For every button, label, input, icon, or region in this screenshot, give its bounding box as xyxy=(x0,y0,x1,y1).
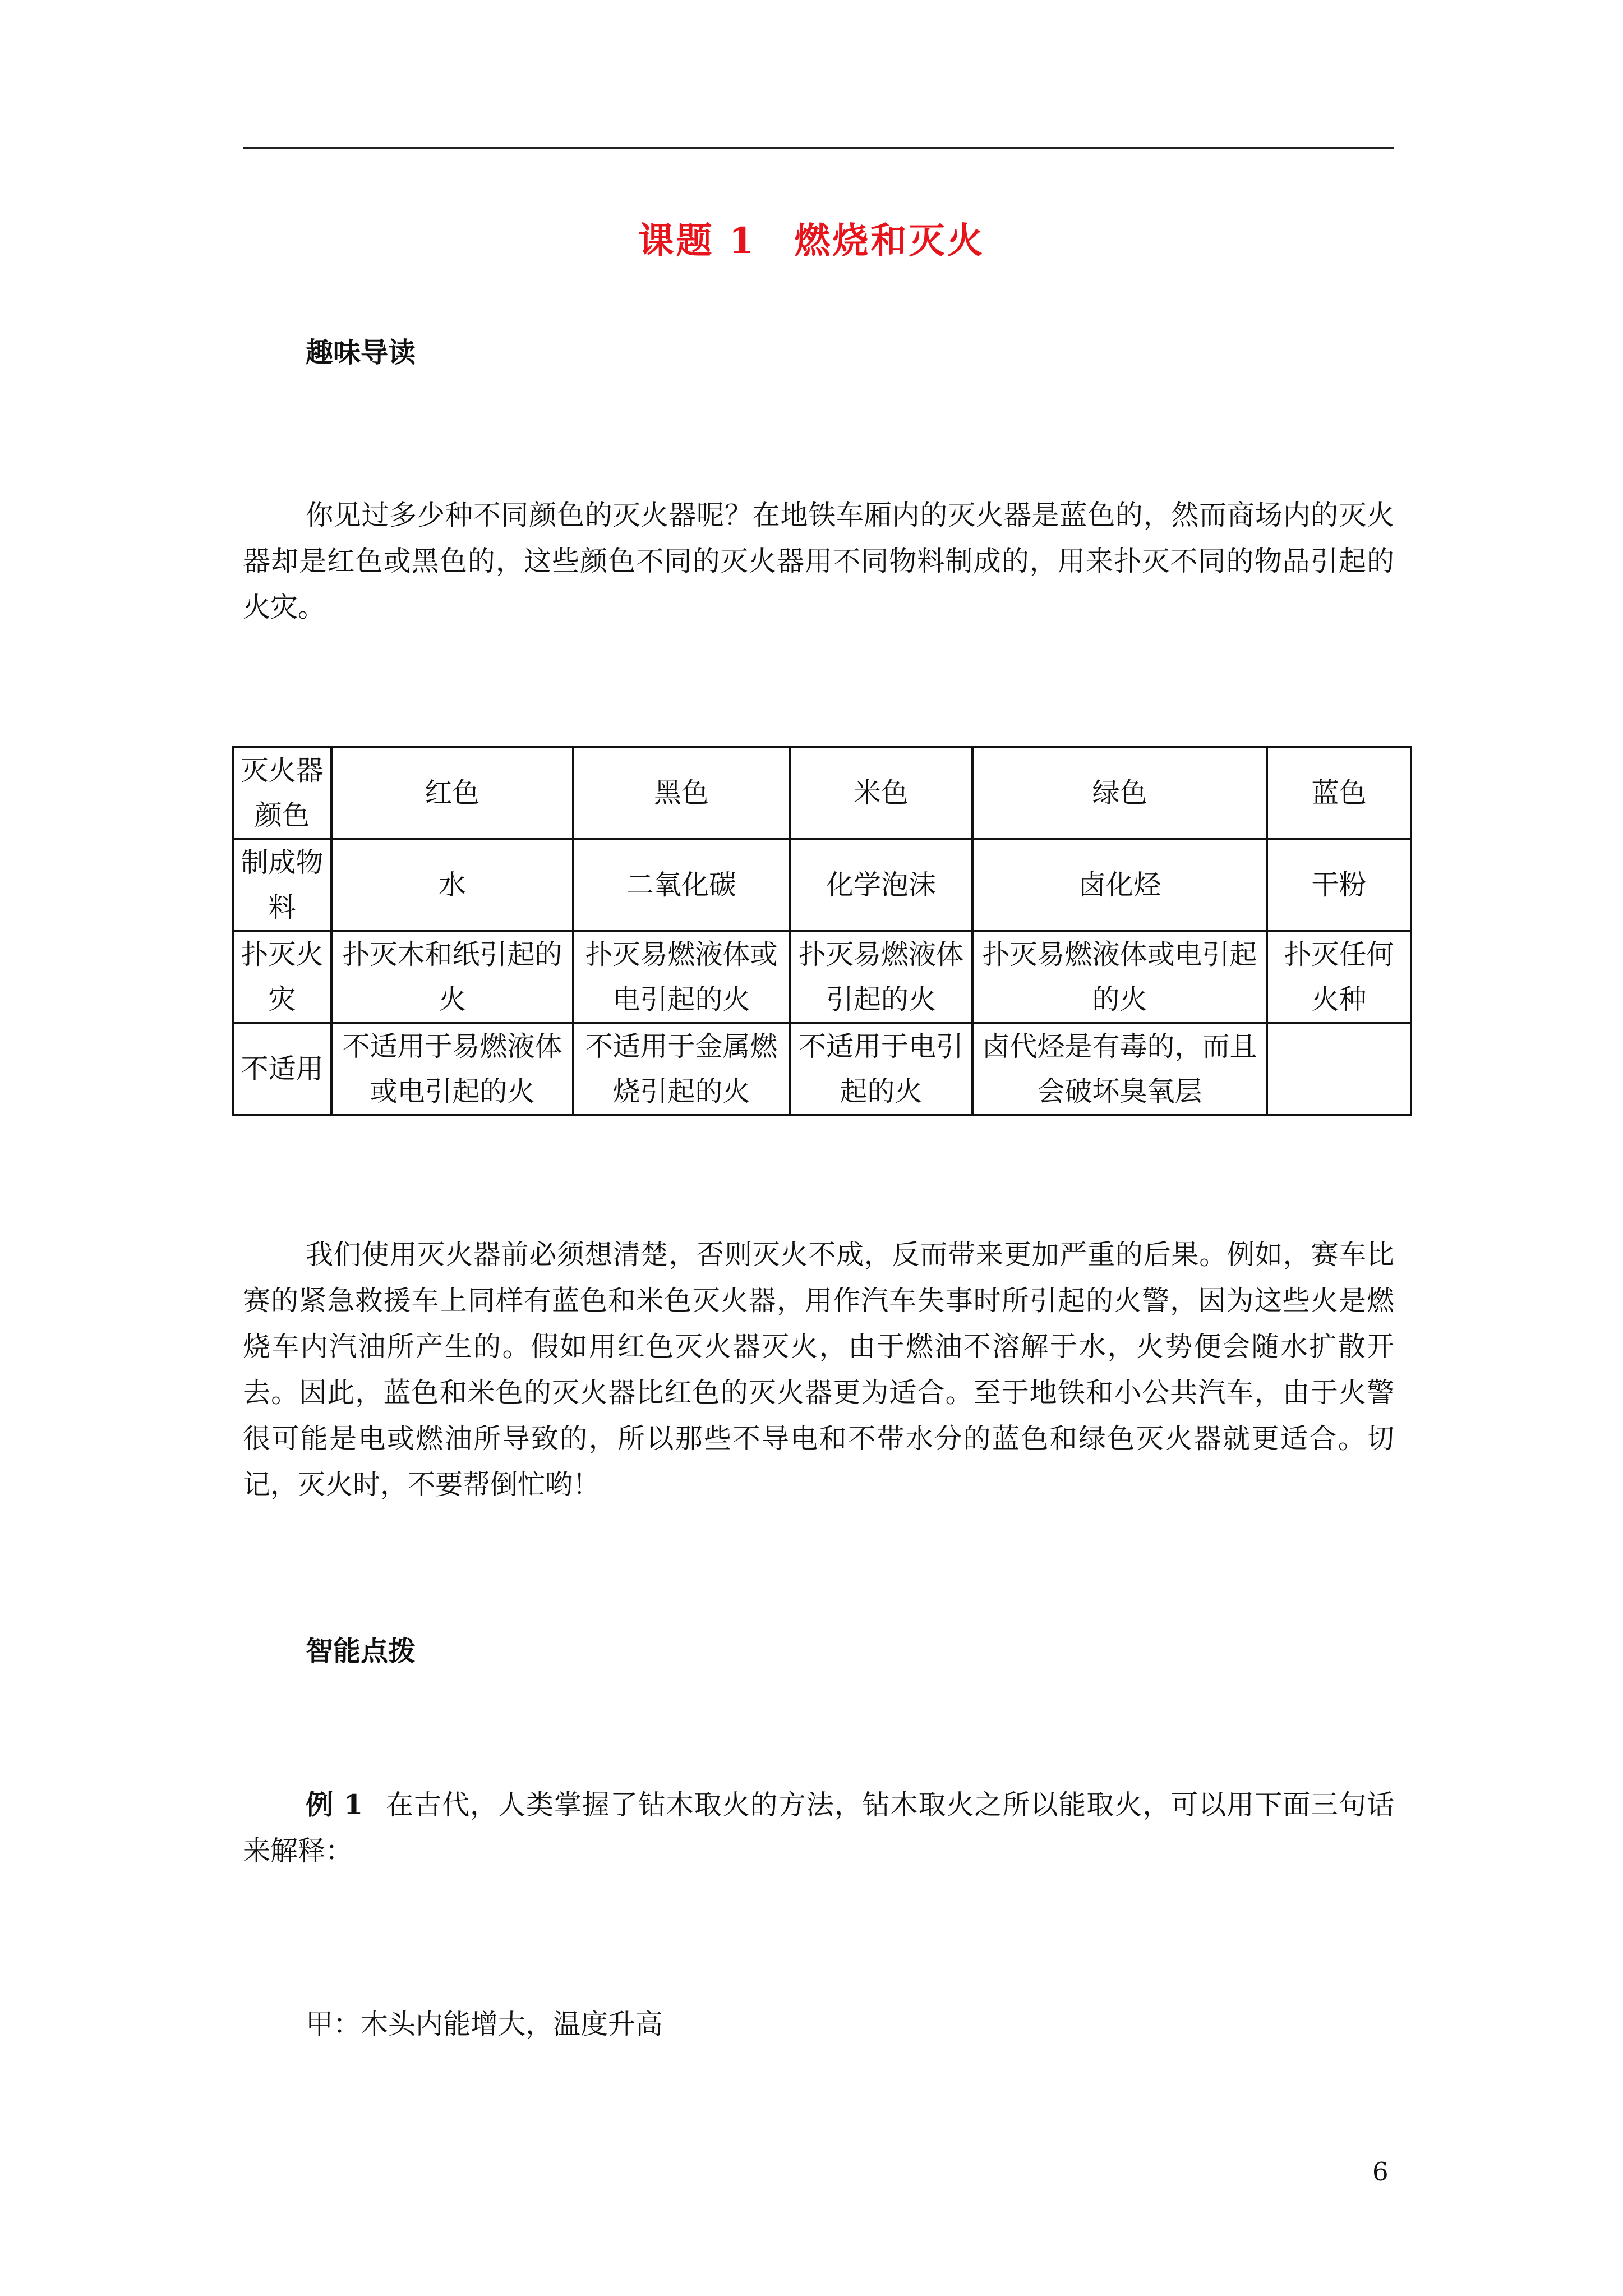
row-label: 制成物料 xyxy=(233,839,331,931)
table-cell: 米色 xyxy=(790,747,972,839)
table-cell: 黑色 xyxy=(573,747,790,839)
page-title: 课题 1 燃烧和灭火 xyxy=(638,220,985,262)
page-number: 6 xyxy=(1372,2157,1389,2187)
table-cell xyxy=(1267,1023,1411,1115)
table-cell: 扑灭易燃液体引起的火 xyxy=(790,931,972,1023)
header-rule xyxy=(243,147,1394,149)
table-row xyxy=(233,747,1411,839)
row-label: 不适用 xyxy=(233,1023,331,1115)
table-cell: 水 xyxy=(331,839,573,931)
table-cell: 扑灭易燃液体或电引起的火 xyxy=(972,931,1267,1023)
table-cell: 不适用于金属燃烧引起的火 xyxy=(573,1023,790,1115)
section-heading-tips: 智能点拨 xyxy=(306,1635,416,1667)
table-cell: 蓝色 xyxy=(1267,747,1411,839)
example-label: 例 1 xyxy=(306,1788,363,1821)
table-cell: 卤代烃是有毒的，而且会破坏臭氧层 xyxy=(972,1023,1267,1115)
table-cell: 扑灭木和纸引起的火 xyxy=(331,931,573,1023)
table-cell: 不适用于易燃液体或电引起的火 xyxy=(331,1023,573,1115)
table-row xyxy=(233,1023,1411,1115)
intro-paragraph: 你见过多少种不同颜色的灭火器呢？在地铁车厢内的灭火器是蓝色的，然而商场内的灭火器却是红色或黑色的，这些颜色不同的灭火器用不同物料制成的，用来扑灭不同的物品引起的火灾。 xyxy=(243,499,1394,623)
table-cell: 红色 xyxy=(331,747,573,839)
extinguisher-table xyxy=(232,746,1412,1116)
table-row xyxy=(233,931,1411,1023)
table-cell: 干粉 xyxy=(1267,839,1411,931)
table-row xyxy=(233,839,1411,931)
body-paragraph: 我们使用灭火器前必须想清楚，否则灭火不成，反而带来更加严重的后果。例如，赛车比赛的紧急救援车上同样有蓝色和米色灭火器，用作汽车失事时所引起的火警，因为这些火是燃烧车内汽油所产生的。假如用红色灭火器灭火，由于燃油不溶解于水，火势便会随水扩散开去。因此，蓝色和米色的灭火器比红色的灭火器更为适合。至于地铁和小公共汽车，由于火警很可能是电或燃油所导致的，所以那些不导电和不带水分的蓝色和绿色灭火器就更适合。切记，灭火时，不要帮倒忙哟！ xyxy=(243,1239,1394,1501)
statement-a: 甲：木头内能增大，温度升高 xyxy=(306,2008,663,2040)
row-label: 扑灭火灾 xyxy=(233,931,331,1023)
section-heading-intro: 趣味导读 xyxy=(306,336,416,369)
table-cell: 二氧化碳 xyxy=(573,839,790,931)
row-label: 灭火器颜色 xyxy=(233,747,331,839)
example-paragraph xyxy=(243,1782,1394,1874)
table-cell: 卤化烃 xyxy=(972,839,1267,931)
table-cell: 扑灭易燃液体或电引起的火 xyxy=(573,931,790,1023)
table-cell: 绿色 xyxy=(972,747,1267,839)
table-cell: 不适用于电引起的火 xyxy=(790,1023,972,1115)
table-cell: 化学泡沫 xyxy=(790,839,972,931)
table-cell: 扑灭任何火种 xyxy=(1267,931,1411,1023)
example-text: 在古代，人类掌握了钻木取火的方法，钻木取火之所以能取火，可以用下面三句话来解释： xyxy=(243,1789,1394,1867)
